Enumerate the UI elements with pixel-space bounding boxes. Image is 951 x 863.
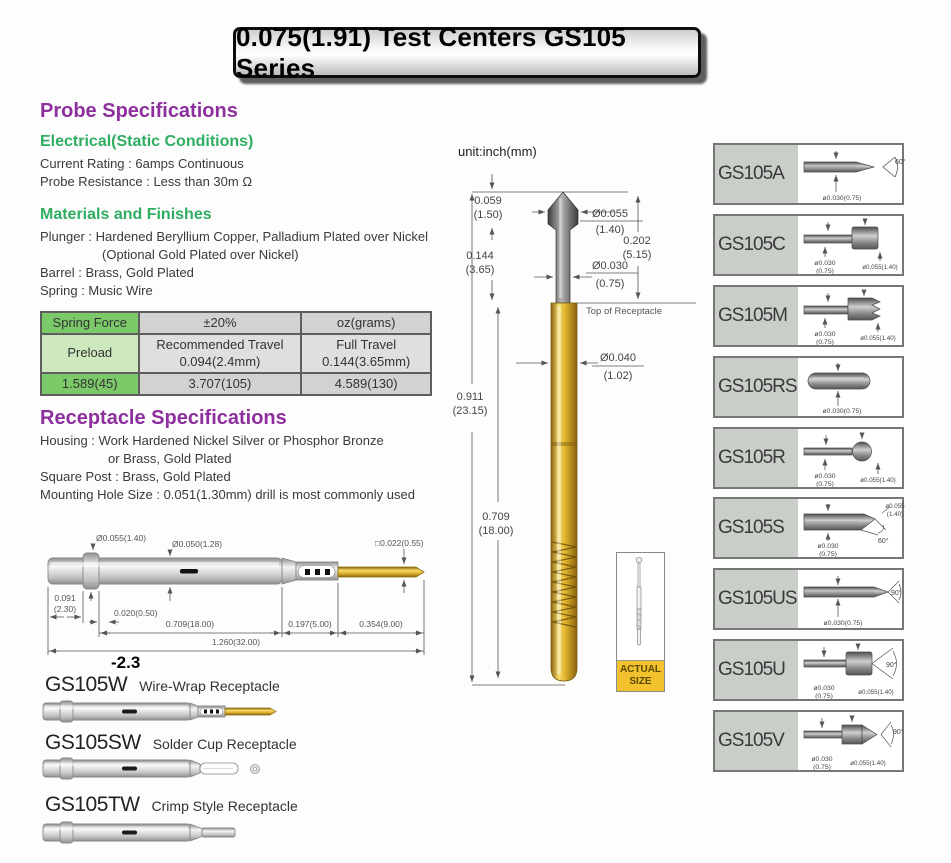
gs105us-model: GS105US: [715, 570, 798, 628]
actual-size-box: [616, 552, 665, 692]
dia-040-mm-label: (1.02): [603, 370, 633, 382]
gs105r-dim2: ø0.055(1.40): [860, 477, 896, 484]
gs105sw-model: GS105SW: [45, 731, 141, 754]
gs105tw-desc: Crimp Style Receptacle: [151, 798, 298, 814]
gs105u-angle: 90°: [886, 662, 897, 669]
gs105w-desc: Wire-Wrap Receptacle: [139, 678, 280, 694]
actual-size-label: [617, 660, 664, 691]
receptacle-dimensions: [48, 533, 424, 655]
gs105rs-model: GS105RS: [715, 358, 798, 416]
gs105rs-dim1: ø0.030(0.75): [822, 408, 862, 415]
dim-202-label: 0.202: [623, 235, 651, 247]
dim-911-mm-label: (23.15): [452, 405, 488, 417]
housing-line2: or Brass, Gold Plated: [108, 451, 232, 466]
spec-column: [40, 100, 468, 504]
gs105m-dim2: ø0.055(1.40): [860, 335, 896, 342]
gs105s-angle: 60°: [878, 538, 889, 545]
gs105m-model: GS105M: [715, 287, 798, 345]
dim-1260-label: 1.260(32.00): [211, 637, 261, 647]
dim-911-label: 0.911: [456, 391, 484, 403]
gs105tw-model: GS105TW: [45, 793, 140, 816]
gs105us-tip-drawing: [798, 570, 907, 628]
dim-059-mm-label: (1.50): [473, 209, 503, 221]
gs105s-model: GS105S: [715, 499, 798, 557]
tip-variant-gs105a: [713, 143, 904, 205]
gs105s-dim1a: ø0.030: [817, 543, 839, 550]
mounting-hole-line: Mounting Hole Size : 0.051(1.30mm) drill is most commonly used: [40, 487, 415, 502]
gs105s-dim1b: (0.75): [819, 551, 837, 557]
gs105c-dim1b: (0.75): [816, 268, 834, 274]
probe-body: [548, 192, 578, 681]
gs105a-tip-drawing: [798, 145, 907, 203]
tip-variant-gs105v: [713, 710, 904, 772]
gs105u-dim1a: ø0.030: [813, 685, 835, 692]
full-travel-cell: [301, 334, 431, 373]
gs105w-drawing: [40, 699, 360, 725]
gs105r-model: GS105R: [715, 429, 798, 487]
gs105c-dim2: ø0.055(1.40): [862, 264, 898, 271]
spring-line: Spring : Music Wire: [40, 283, 153, 298]
gs105c-dim1a: ø0.030: [814, 260, 836, 267]
dim-354-label: 0.354(9.00): [359, 619, 403, 629]
dim-709-label: 0.709(18.00): [165, 619, 215, 629]
body-dia-label: Ø0.050(1.28): [172, 539, 223, 549]
gs105us-dim1: ø0.030(0.75): [823, 620, 863, 627]
gs105rs-tip-drawing: [798, 358, 907, 416]
materials-heading: Materials and Finishes: [40, 206, 212, 223]
gs105us-angle: 90°: [891, 590, 902, 597]
plunger-line: Plunger : Hardened Beryllium Copper, Palladium Plated over Nickel: [40, 229, 429, 244]
gs105m-dim1b: (0.75): [816, 339, 834, 345]
dia-030-label: Ø0.030: [591, 260, 629, 272]
dia-030-mm-label: (0.75): [595, 278, 625, 290]
electrical-heading: Electrical(Static Conditions): [40, 133, 254, 150]
barrel-crimp: [551, 442, 577, 446]
tip-variant-gs105m: [713, 285, 904, 347]
full-force-cell: 4.589(130): [301, 373, 431, 395]
gs105v-angle: 90°: [893, 729, 904, 736]
dim-197-label: 0.197(5.00): [288, 619, 332, 629]
gs105c-tip-drawing: [798, 216, 907, 274]
gs105u-dim1b: (0.75): [815, 693, 833, 699]
dim-709-label: 0.709: [482, 511, 510, 523]
gs105v-dim1b: (0.75): [813, 764, 831, 770]
actual-size-probe: [617, 553, 662, 659]
gs105sw-drawing: [40, 756, 360, 782]
gs105c-model: GS105C: [715, 216, 798, 274]
receptacle-specs-heading: Receptacle Specifications: [40, 407, 287, 429]
gs105v-tip-drawing: [798, 712, 907, 770]
dia-055-label: Ø0.055: [591, 208, 629, 220]
gs105sw-row-label: [45, 731, 297, 755]
tip-variant-gs105s: [713, 497, 904, 559]
gs105v-dim2: ø0.055(1.40): [850, 760, 886, 767]
gs105s-tip-drawing: [798, 499, 907, 557]
unit-label: unit:inch(mm): [458, 144, 537, 159]
recommended-travel-value: 0.094(2.4mm): [179, 353, 261, 369]
barrel-line: Barrel : Brass, Gold Plated: [40, 265, 194, 280]
dia-055-mm-label: (1.40): [595, 224, 625, 236]
full-travel-value: 0.144(3.65mm): [322, 353, 411, 369]
probe-resistance-line: Probe Resistance : Less than 30m Ω: [40, 174, 253, 189]
gs105v-model: GS105V: [715, 712, 798, 770]
gs105s-dim2b: (1.40): [886, 511, 904, 518]
square-post-line: Square Post : Brass, Gold Plated: [40, 469, 231, 484]
gs105s-dim2a: ø0.055: [885, 503, 905, 510]
tip-variant-gs105c: [713, 214, 904, 276]
preload-cell: Preload: [41, 334, 139, 373]
collar-dia-label: Ø0.055(1.40): [96, 533, 147, 543]
gs105v-dim1a: ø0.030: [811, 756, 833, 763]
tip-variant-gs105r: [713, 427, 904, 489]
actual-size-line1: ACTUAL: [619, 664, 662, 675]
gs105tw-row-label: [45, 793, 298, 817]
top-of-receptacle-label: Top of Receptacle: [586, 306, 663, 317]
gs105w-row-label: [45, 673, 280, 697]
title-banner: [233, 21, 701, 83]
recommended-travel-label: Recommended Travel: [156, 337, 284, 353]
actual-size-line2: SIZE: [629, 676, 652, 687]
preload-force-cell: 1.589(45): [41, 373, 139, 395]
dim-144-label: 0.144: [466, 250, 494, 262]
recommended-force-cell: 3.707(105): [139, 373, 302, 395]
gs105a-angle: 60°: [895, 159, 906, 166]
gs105u-dim2: ø0.055(1.40): [858, 689, 894, 696]
page-title: 0.075(1.91) Test Centers GS105 Series: [236, 21, 626, 83]
plunger-line2: (Optional Gold Plated over Nickel): [102, 247, 299, 262]
gs105r-tip-drawing: [798, 429, 907, 487]
dim-709-mm-label: (18.00): [478, 525, 514, 537]
dim-144-mm-label: (3.65): [465, 264, 495, 276]
gs105tw-drawing: [40, 820, 360, 846]
spring-force-table: [40, 311, 432, 396]
spring-force-header-cell: Spring Force: [41, 312, 139, 334]
handwritten-annotation: -2.3: [111, 653, 141, 672]
gs105u-model: GS105U: [715, 641, 798, 699]
dim-202-mm-label: (5.15): [622, 249, 652, 261]
probe-specs-heading: Probe Specifications: [40, 100, 238, 122]
gs105r-dim1a: ø0.030: [814, 473, 836, 480]
recommended-travel-cell: [139, 334, 302, 373]
gs105m-dim1a: ø0.030: [814, 331, 836, 338]
gs105m-tip-drawing: [798, 287, 907, 345]
dim-059-label: 0.059: [474, 195, 502, 207]
gs105r-dim1b: (0.75): [816, 481, 834, 487]
full-travel-label: Full Travel: [336, 337, 397, 353]
gs105sw-desc: Solder Cup Receptacle: [152, 736, 297, 752]
tip-variant-gs105rs: [713, 356, 904, 418]
dia-040-label: Ø0.040: [599, 352, 637, 364]
dim-091-label: 0.091: [54, 593, 76, 603]
square-post-dim-label: □0.022(0.55): [375, 538, 424, 548]
gs105w-model: GS105W: [45, 673, 128, 696]
tip-variant-gs105u: [713, 639, 904, 701]
tip-variant-gs105us: [713, 568, 904, 630]
gs105a-dim1: ø0.030(0.75): [822, 195, 862, 202]
gs105u-tip-drawing: [798, 641, 907, 699]
gs105a-model: GS105A: [715, 145, 798, 203]
tolerance-header-cell: ±20%: [139, 312, 302, 334]
dim-020-label: 0.020(0.50): [114, 608, 158, 618]
dim-091-mm-label: (2.30): [53, 604, 77, 614]
units-header-cell: oz(grams): [301, 312, 431, 334]
receptacle-dimension-drawing: [30, 525, 460, 660]
receptacle-body: [48, 553, 424, 589]
housing-line: Housing : Work Hardened Nickel Silver or Phosphor Bronze: [40, 433, 384, 448]
current-rating-line: Current Rating : 6amps Continuous: [40, 156, 244, 171]
